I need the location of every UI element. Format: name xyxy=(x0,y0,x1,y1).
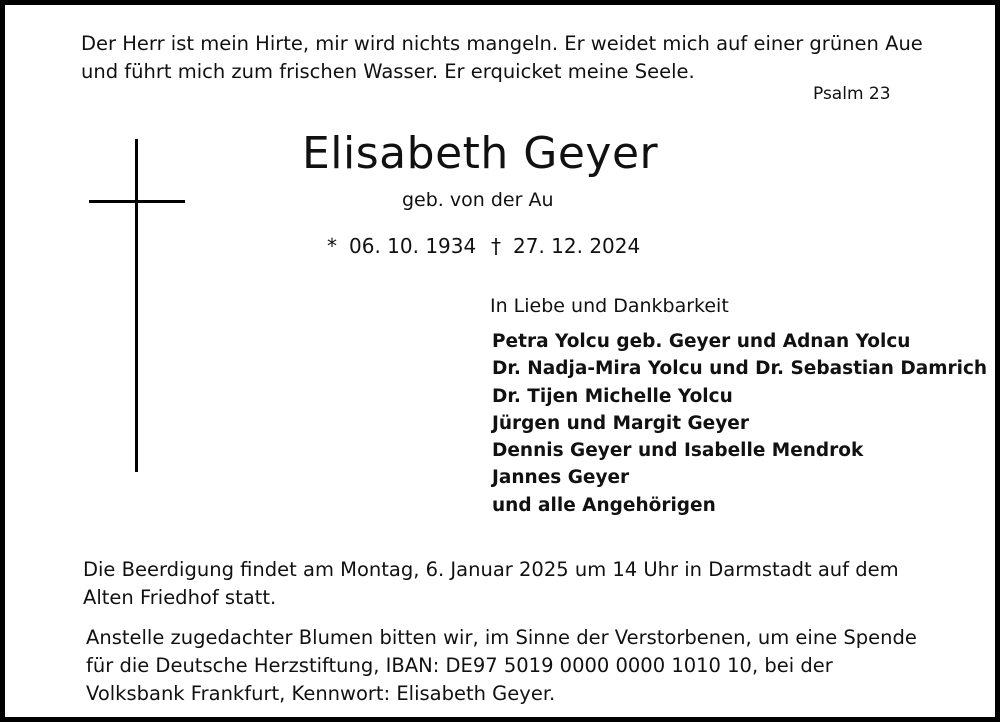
death-date: 27. 12. 2024 xyxy=(513,234,641,258)
psalm-line: und führt mich zum frischen Wasser. Er erquicket meine Seele. xyxy=(81,60,695,83)
death-dagger-icon: † xyxy=(491,234,501,258)
funeral-line: Alten Friedhof statt. xyxy=(83,586,277,609)
donation-line: für die Deutsche Herzstiftung, IBAN: DE97 5019 0000 0000 1010 10, bei der xyxy=(86,654,833,677)
mourner-name: Dr. Nadja-Mira Yolcu und Dr. Sebastian Damrich xyxy=(492,358,988,380)
birth-star-icon: * xyxy=(327,234,337,258)
mourner-name: Jürgen und Margit Geyer xyxy=(492,412,749,434)
mourner-name: Dennis Geyer und Isabelle Mendrok xyxy=(492,440,864,462)
cross-icon-vertical xyxy=(135,139,138,472)
mourner-name: Dr. Tijen Michelle Yolcu xyxy=(492,385,733,407)
donation-line: Volksbank Frankfurt, Kennwort: Elisabeth Geyer. xyxy=(86,682,556,705)
cross-icon-horizontal xyxy=(89,200,185,203)
donation-line: Anstelle zugedachter Blumen bitten wir, im Sinne der Verstorbenen, um eine Spende xyxy=(86,626,917,649)
death-date-group xyxy=(491,234,640,258)
birth-date-group xyxy=(327,234,476,258)
psalm-reference: Psalm 23 xyxy=(813,84,891,104)
mourners-list xyxy=(492,328,987,519)
funeral-line: Die Beerdigung findet am Montag, 6. Januar 2025 um 14 Uhr in Darmstadt auf dem xyxy=(83,558,899,581)
psalm-line: Der Herr ist mein Hirte, mir wird nichts mangeln. Er weidet mich auf einer grünen Aue xyxy=(81,32,923,55)
mourner-name: Petra Yolcu geb. Geyer und Adnan Yolcu xyxy=(492,331,911,352)
maiden-name: geb. von der Au xyxy=(402,189,554,211)
mourner-name: Jannes Geyer xyxy=(492,467,630,489)
birth-date: 06. 10. 1934 xyxy=(349,234,477,258)
mourner-name: und alle Angehörigen xyxy=(492,494,716,516)
deceased-name: Elisabeth Geyer xyxy=(302,128,659,179)
mourners-intro: In Liebe und Dankbarkeit xyxy=(490,295,729,317)
